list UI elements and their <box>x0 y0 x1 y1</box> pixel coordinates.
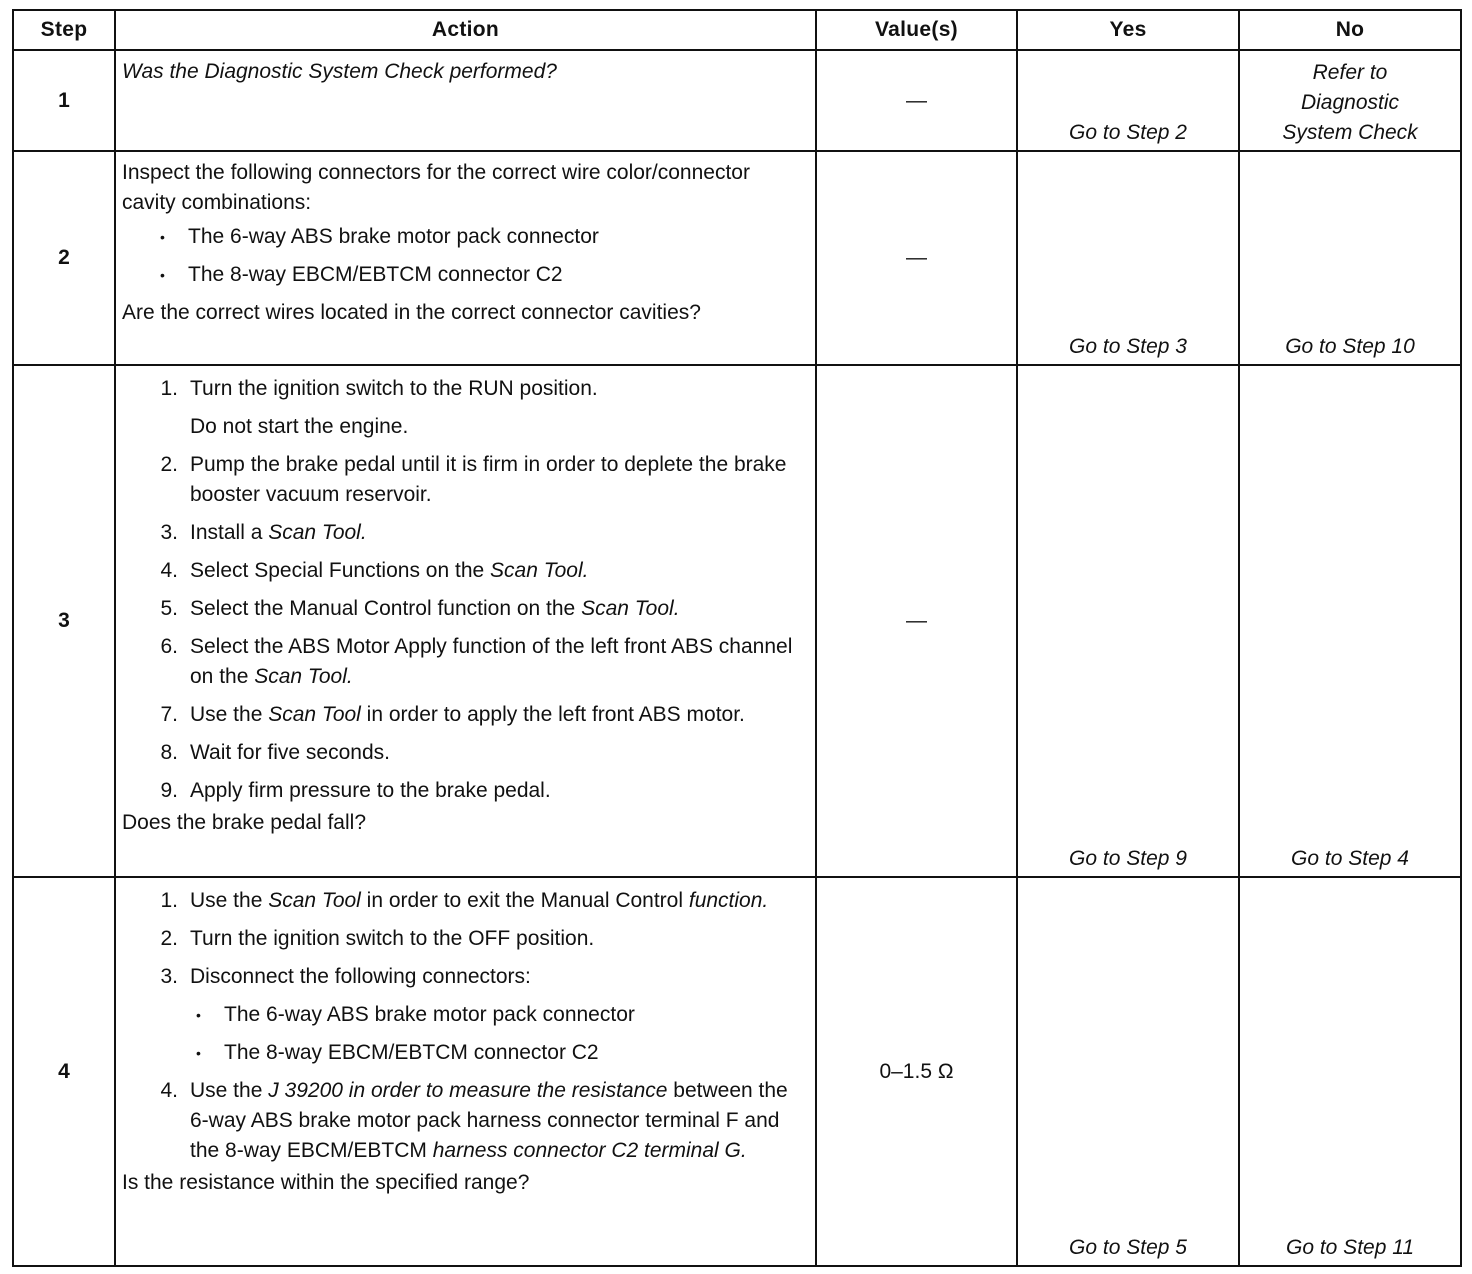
list-item <box>122 962 809 1068</box>
item-text: Apply firm pressure to the brake pedal. <box>190 779 551 802</box>
header-action: Action <box>115 10 816 50</box>
list-item <box>122 700 809 730</box>
list-item <box>122 450 809 510</box>
connector-list <box>122 222 809 290</box>
step-number: 4 <box>13 877 115 1266</box>
step-number: 1 <box>13 50 115 151</box>
item-number: 6. <box>160 635 178 658</box>
procedure-list <box>122 886 809 1166</box>
action-cell <box>115 151 816 365</box>
action-cell <box>115 877 816 1266</box>
item-text: Install a <box>190 521 269 544</box>
value-cell: — <box>816 151 1017 365</box>
item-text: Use the <box>190 889 269 912</box>
list-item <box>122 594 809 624</box>
item-number: 1. <box>160 889 178 912</box>
question-text: Are the correct wires located in the correct connector cavities? <box>122 301 701 324</box>
item-number: 4. <box>160 1079 178 1102</box>
list-item: • The 6-way ABS brake motor pack connector <box>196 1000 809 1030</box>
header-yes: Yes <box>1017 10 1239 50</box>
item-number: 1. <box>160 377 178 400</box>
connector-list <box>190 1000 809 1068</box>
question-text: Is the resistance within the specified range? <box>122 1171 530 1194</box>
value-cell: — <box>816 365 1017 877</box>
tool-name: J 39200 <box>268 1079 343 1102</box>
item-text: harness connector C2 terminal G. <box>432 1139 747 1162</box>
item-text: Select the ABS Motor Apply function of the left front ABS channel on the <box>190 635 793 688</box>
yes-cell: Go to Step 3 <box>1017 151 1239 365</box>
item-text: in order to exit the Manual Control <box>360 889 689 912</box>
yes-cell: Go to Step 2 <box>1017 50 1239 151</box>
item-text: Pump the brake pedal until it is firm in order to deplete the brake booster vacuum reservoir. <box>190 453 787 506</box>
table-row <box>13 50 1461 151</box>
item-text: Turn the ignition switch to the OFF position. <box>190 927 595 950</box>
punct: . <box>346 665 353 688</box>
step-number: 2 <box>13 151 115 365</box>
no-cell <box>1239 50 1461 151</box>
no-cell: Go to Step 11 <box>1239 877 1461 1266</box>
item-text: Wait for five seconds. <box>190 741 390 764</box>
item-text: function. <box>688 889 769 912</box>
item-text: between the 6-way ABS brake motor pack harness connector terminal F and the 8-way EBCM/EBTCM <box>190 1079 788 1162</box>
punct: . <box>582 559 589 582</box>
item-number: 2. <box>160 927 178 950</box>
tool-name: Scan Tool <box>490 559 583 582</box>
item-text: Disconnect the following connectors: <box>190 965 531 988</box>
item-number: 7. <box>160 703 178 726</box>
table-row <box>13 365 1461 877</box>
list-item: • The 8-way EBCM/EBTCM connector C2 <box>160 260 809 290</box>
item-text: in order to apply the left front ABS motor. <box>360 703 745 726</box>
item-text: Use the <box>190 1079 269 1102</box>
item-note: Do not start the engine. <box>190 415 409 438</box>
item-text: Select Special Functions on the <box>190 559 491 582</box>
tool-name: Scan Tool <box>268 889 361 912</box>
yes-cell: Go to Step 9 <box>1017 365 1239 877</box>
header-row <box>13 10 1461 50</box>
list-item <box>122 1076 809 1166</box>
list-item <box>122 556 809 586</box>
list-item: • The 8-way EBCM/EBTCM connector C2 <box>196 1038 809 1068</box>
no-cell: Go to Step 4 <box>1239 365 1461 877</box>
yes-cell: Go to Step 5 <box>1017 877 1239 1266</box>
item-text: Turn the ignition switch to the RUN position. <box>190 377 598 400</box>
step-number: 3 <box>13 365 115 877</box>
punct: . <box>673 597 680 620</box>
list-item <box>122 924 809 954</box>
item-text: in order to measure the resistance <box>342 1079 668 1102</box>
item-text: Use the <box>190 703 269 726</box>
value-cell: 0–1.5 Ω <box>816 877 1017 1266</box>
item-number: 3. <box>160 521 178 544</box>
item-number: 4. <box>160 559 178 582</box>
list-item <box>122 374 809 442</box>
item-number: 3. <box>160 965 178 988</box>
item-text: Select the Manual Control function on the <box>190 597 582 620</box>
header-step: Step <box>13 10 115 50</box>
procedure-list <box>122 374 809 806</box>
question-text: Does the brake pedal fall? <box>122 811 366 834</box>
item-number: 2. <box>160 453 178 476</box>
diagnostic-table <box>12 9 1462 1267</box>
header-no: No <box>1239 10 1461 50</box>
tool-name: Scan Tool <box>254 665 347 688</box>
no-cell: Go to Step 10 <box>1239 151 1461 365</box>
item-number: 5. <box>160 597 178 620</box>
instruction-text: Inspect the following connectors for the correct wire color/connector cavity combinations: <box>122 161 750 214</box>
list-item <box>122 886 809 916</box>
item-number: 8. <box>160 741 178 764</box>
value-cell: — <box>816 50 1017 151</box>
tool-name: Scan Tool <box>268 703 361 726</box>
list-item <box>122 632 809 692</box>
table-row <box>13 151 1461 365</box>
no-line: Refer to <box>1312 61 1388 84</box>
tool-name: Scan Tool <box>581 597 674 620</box>
action-cell <box>115 365 816 877</box>
no-line: Diagnostic <box>1300 91 1400 114</box>
header-values: Value(s) <box>816 10 1017 50</box>
punct: . <box>360 521 367 544</box>
action-cell <box>115 50 816 151</box>
table-row <box>13 877 1461 1266</box>
list-item <box>122 518 809 548</box>
no-line: System Check <box>1282 121 1418 144</box>
list-item <box>122 776 809 806</box>
list-item <box>122 738 809 768</box>
question-text: Was the Diagnostic System Check performed? <box>122 60 557 83</box>
item-number: 9. <box>160 779 178 802</box>
tool-name: Scan Tool <box>268 521 361 544</box>
list-item: • The 6-way ABS brake motor pack connector <box>160 222 809 252</box>
